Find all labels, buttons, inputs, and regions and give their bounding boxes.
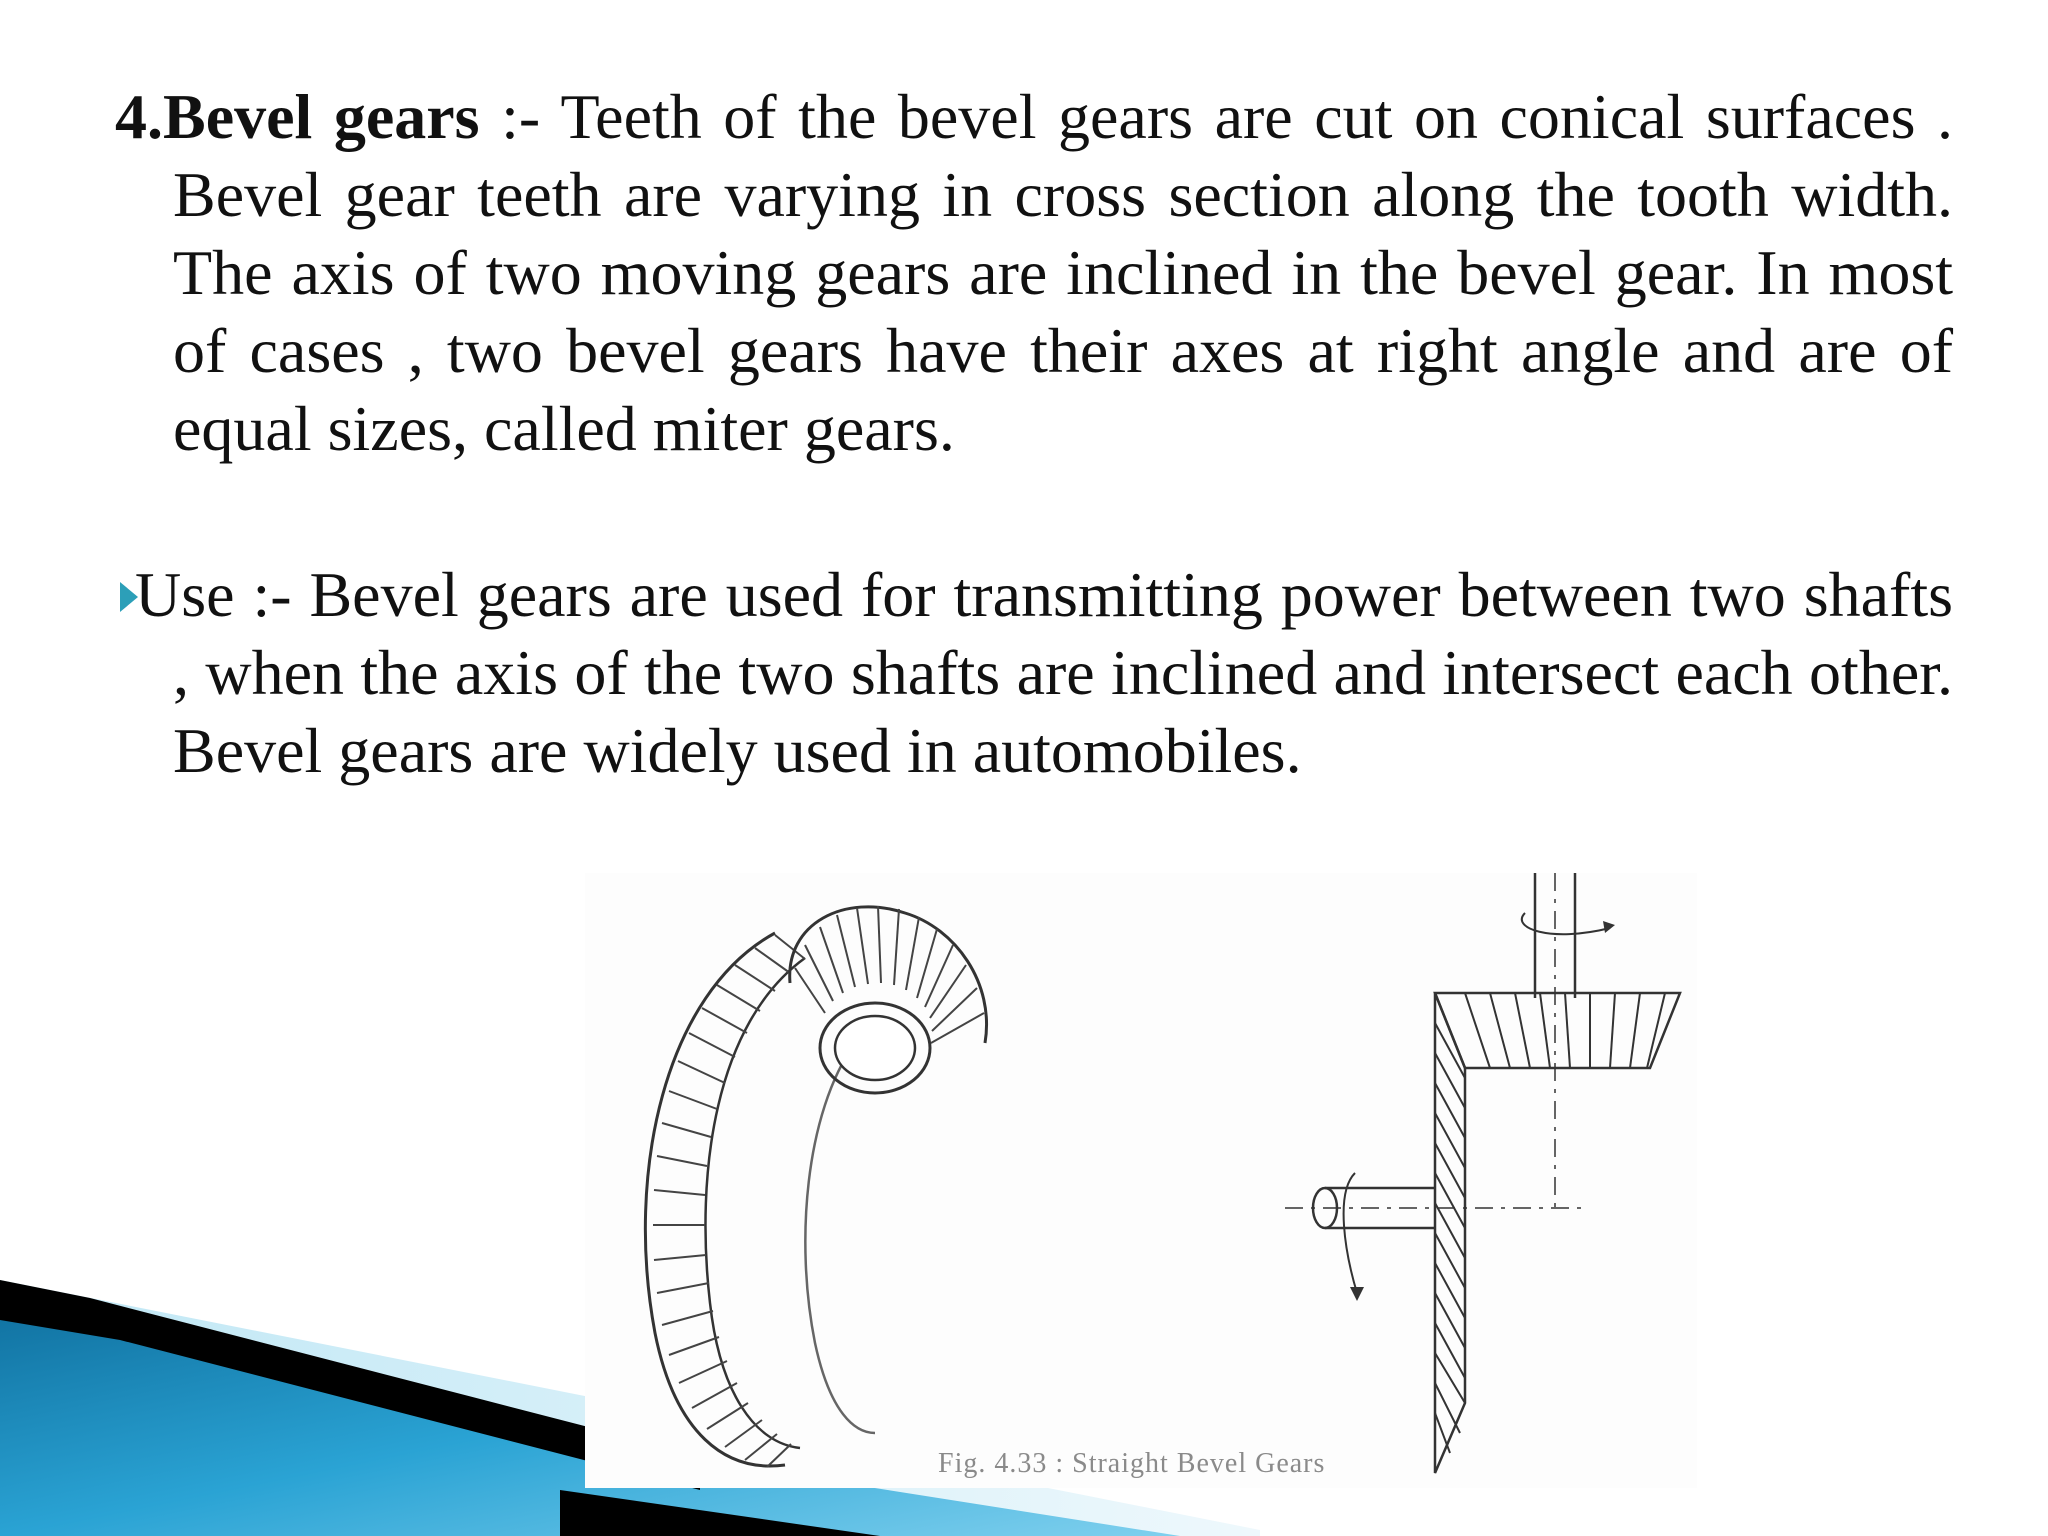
- heading-bevel-gears: 4.Bevel gears: [115, 81, 480, 152]
- paragraph-bevel-gears: [115, 78, 1953, 468]
- figure-caption: Fig. 4.33 : Straight Bevel Gears: [938, 1448, 1326, 1479]
- bevel-gears-figure: [585, 873, 1697, 1488]
- paragraph-bevel-gears-body: :- Teeth of the bevel gears are cut on conical surfaces . Bevel gear teeth are varying in cross section along the tooth width. The axis of two moving gears are inclined in the bevel gear. In most of cases , two bevel gears have their axes at right angle and are of equal sizes, called miter gears.: [173, 81, 1954, 464]
- bevel-gears-drawing: [585, 873, 1697, 1488]
- paragraph-use: [115, 556, 1953, 790]
- paragraph-use-body: Use :- Bevel gears are used for transmitting power between two shafts , when the axis of the two shafts are inclined and intersect each other. Bevel gears are widely used in automobiles.: [135, 559, 1953, 786]
